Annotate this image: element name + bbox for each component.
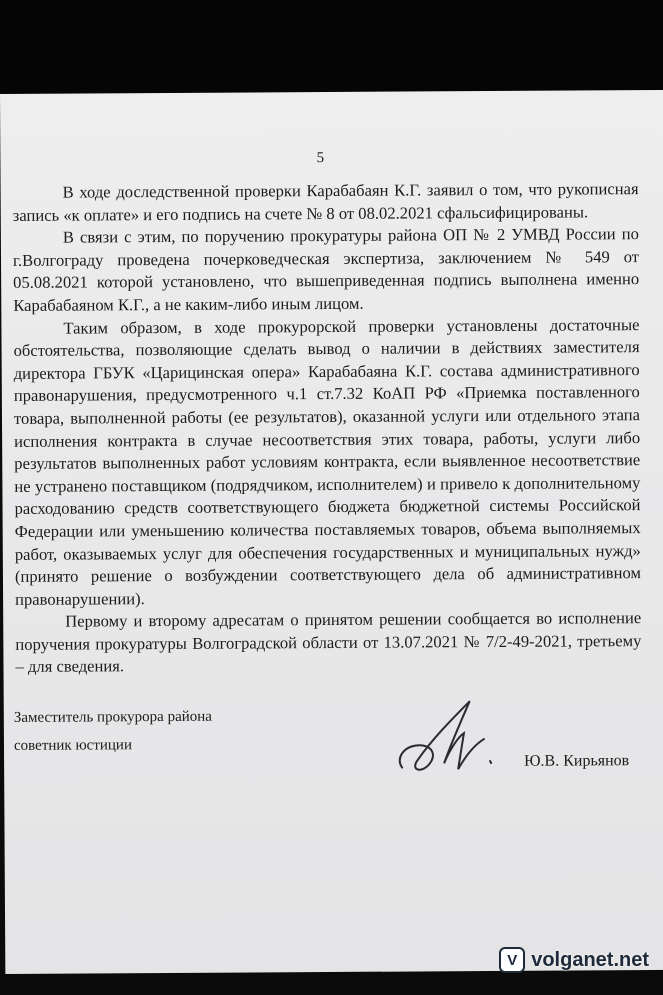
signer-name: Ю.В. Кирьянов [524,752,630,770]
document-body [13,178,642,679]
volganet-watermark [499,947,649,973]
paragraph-3: Таким образом, в ходе прокурорской проверки установлены достаточные обстоятельства, позволяющие сделать вывод о наличии в действиях заместителя директора ГБУК «Царицинская опера» Карабабаяна К.Г. состава административного правонарушения, предусмотренного ч.1 ст.7.32 КоАП РФ «Приемка поставленного товара, выполненной работы (ее результатов), оказанной услуги или отдельного этапа исполнения контракта в случае несоответствия этих товара, работы, услуги либо результатов выполненных работ условиям контракта, если выявленное несоответствие не устранено поставщиком (подрядчиком, исполнителем) и привело к дополнительному расходованию средств соответствующего бюджета бюджетной системы Российской Федерации или уменьшению количества поставляемых товаров, объема выполняемых работ, оказываемых услуг для обеспечения государственных и муниципальных нужд» (принято решение о возбуждении соответствующего дела об административном правонарушении). [13,314,641,609]
photo-dark-background-top [0,0,663,96]
watermark-site: volganet.net [531,948,649,971]
volganet-logo-icon: V [499,947,525,973]
handwritten-signature [392,689,503,785]
signer-title-line2: советник юстиции [13,737,133,754]
paragraph-2: В связи с этим, по поручению прокуратуры района ОП № 2 УМВД России по г.Волгограду проведена почерковедческая экспертиза, заключением № 549 от 05.08.2021 которой установлено, что вышеприведенная подпись выполнена именно Карабабаяном К.Г., а не каким-либо иным лицом. [12,224,640,315]
signer-title-line1: Заместитель прокурора района [13,708,212,726]
photo-dark-background-bottom [0,975,663,995]
document-page [0,90,663,974]
paragraph-1: В ходе доследственной проверки Карабабаян К.Г. заявил о том, что рукописная запись «к оплате» и его подпись на счете № 8 от 08.02.2021 сфальсифицированы. [12,179,639,225]
page-number: 5 [316,150,325,167]
paragraph-4: Первому и второму адресатам о принятом решении сообщается во исполнение поручения прокуратуры Волгоградской области от 13.07.2021 № 7/2-49-2021, третьему – для сведения. [15,608,642,677]
